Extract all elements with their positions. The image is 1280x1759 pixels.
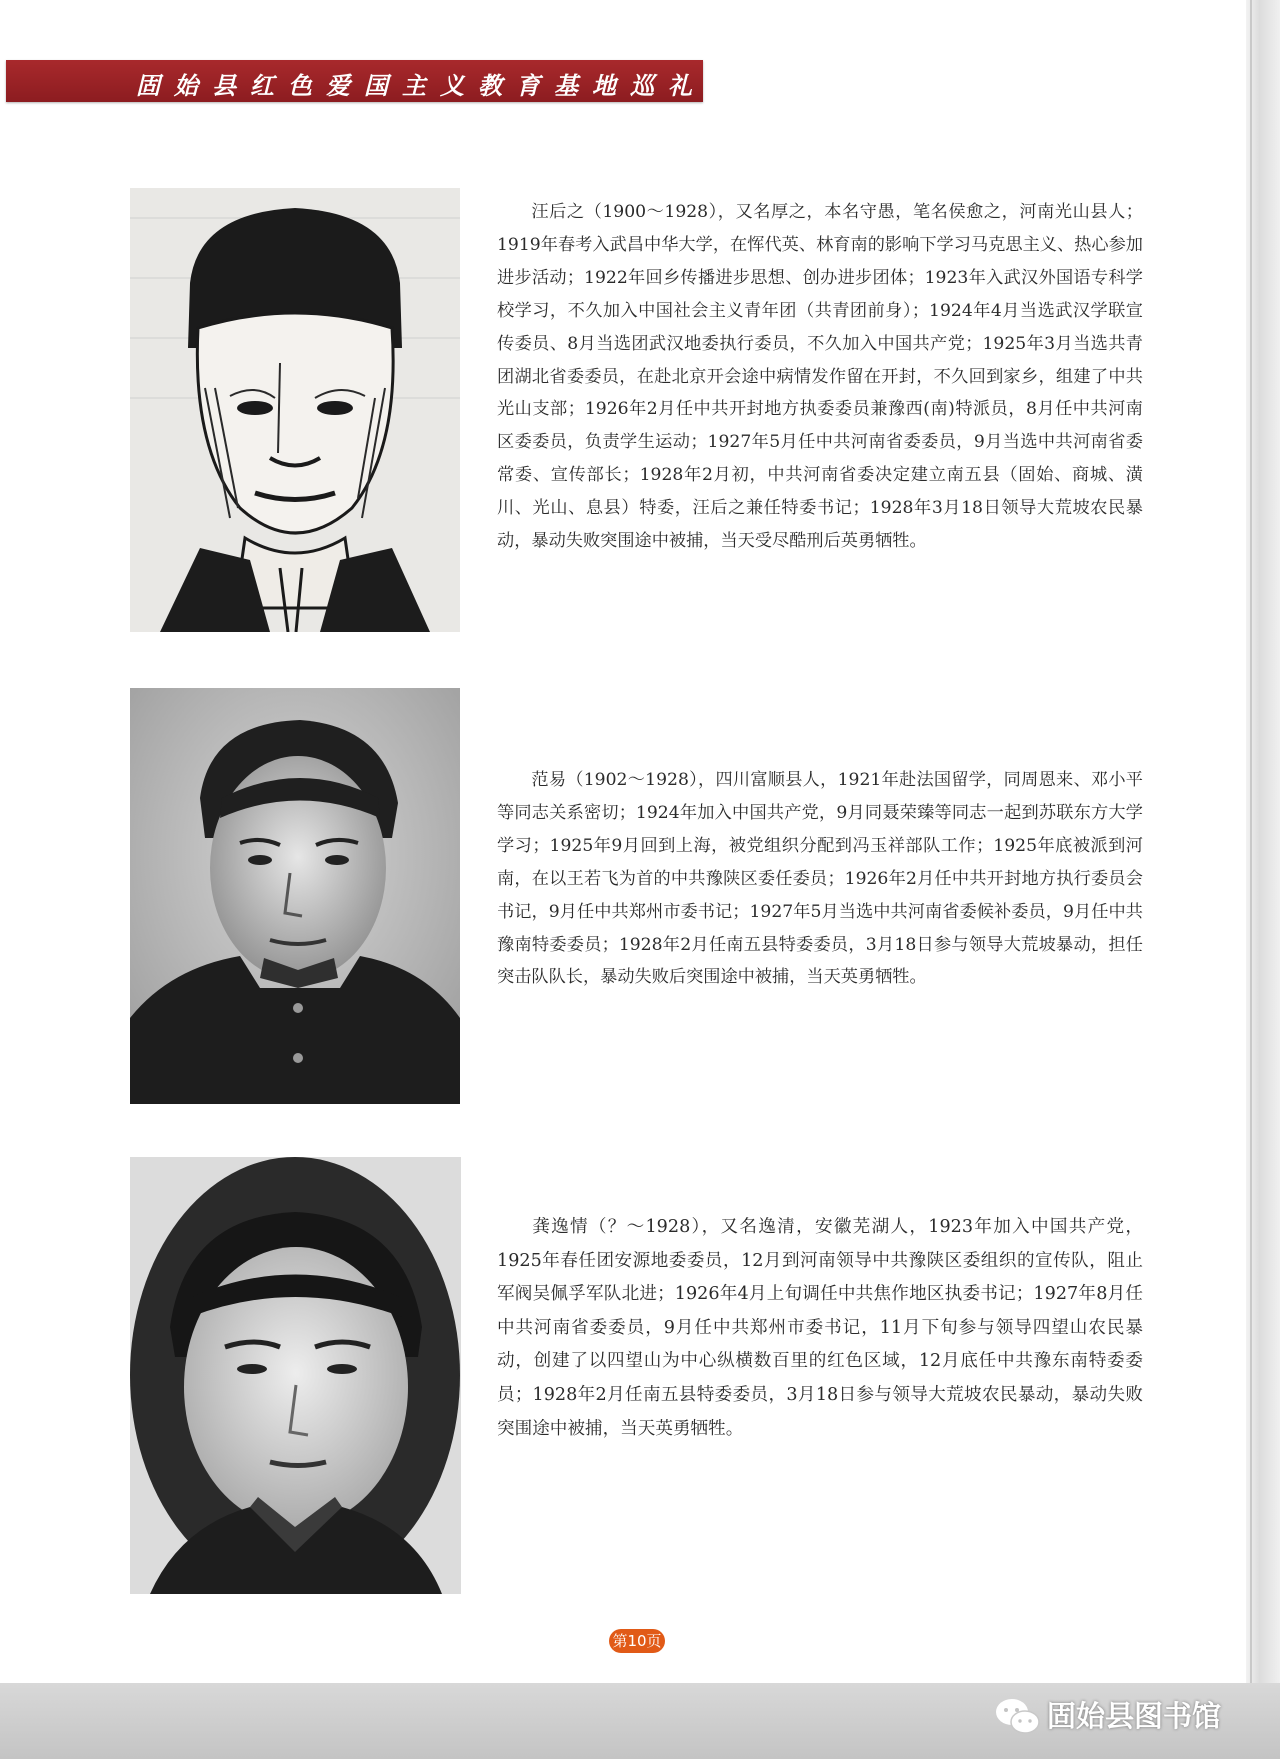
page-number-badge: 第10页 [609, 1629, 665, 1653]
portrait-3 [130, 1157, 461, 1594]
portrait-2 [130, 688, 460, 1104]
photo-portrait-icon [130, 688, 460, 1104]
sketch-portrait-icon [130, 188, 460, 632]
portrait-1 [130, 188, 460, 632]
header-title: 固始县红色爱国主义教育基地巡礼 [136, 71, 706, 100]
bio-paragraph-1: 汪后之（1900～1928），又名厚之，本名守愚，笔名侯愈之，河南光山县人；1919年春考入武昌中华大学，在恽代英、林育南的影响下学习马克思主义、热心参加进步活动；1922年回乡传播进步思想、创办进步团体；1923年入武汉外国语专科学校学习，不久加入中国社会主义青年团（共青团前身）；1924年4月当选武汉学联宣传委员、8月当选团武汉地委执行委员，不久加入中国共产党；1925年3月当选共青团湖北省委委员，在赴北京开会途中病情发作留在开封，不久回到家乡，组建了中共光山支部；1926年2月任中共开封地方执委委员兼豫西(南)特派员，8月任中共河南区委委员，负责学生运动；1927年5月任中共河南省委委员，9月当选中共河南省委常委、宣传部长；1928年2月初，中共河南省委决定建立南五县（固始、商城、潢川、光山、息县）特委，汪后之兼任特委书记；1928年3月18日领导大荒坡农民暴动，暴动失败突围途中被捕，当天受尽酷刑后英勇牺牲。 [497, 202, 1143, 552]
page-edge-line [1250, 0, 1252, 1759]
header-banner [6, 60, 706, 102]
wechat-icon [995, 1696, 1041, 1738]
oval-photo-portrait-icon [130, 1157, 461, 1594]
watermark-text: 固始县图书馆 [1047, 1699, 1222, 1733]
bio-paragraph-2: 范易（1902～1928），四川富顺县人，1921年赴法国留学，同周恩来、邓小平等同志关系密切；1924年加入中国共产党，9月同聂荣臻等同志一起到苏联东方大学学习；1925年9月回到上海，被党组织分配到冯玉祥部队工作；1925年底被派到河南，在以王若飞为首的中共豫陕区委任委员；1926年2月任中共开封地方执行委员会书记，9月任中共郑州市委书记；1927年5月当选中共河南省委候补委员，9月任中共豫南特委委员；1928年2月任南五县特委委员，3月18日参与领导大荒坡暴动，担任突击队队长，暴动失败后突围途中被捕，当天英勇牺牲。 [497, 770, 1143, 988]
bio-paragraph-3: 龚逸情（？～1928），又名逸清，安徽芜湖人，1923年加入中国共产党，1925年春任团安源地委委员，12月到河南领导中共豫陕区委组织的宣传队，阻止军阀吴佩孚军队北进；1926年4月上旬调任中共焦作地区执委书记；1927年8月任中共河南省委委员，9月任中共郑州市委书记，11月下旬参与领导四望山农民暴动，创建了以四望山为中心纵横数百里的红色区域，12月底任中共豫东南特委委员；1928年2月任南五县特委委员，3月18日参与领导大荒坡农民暴动，暴动失败突围途中被捕，当天英勇牺牲。 [497, 1217, 1143, 1439]
